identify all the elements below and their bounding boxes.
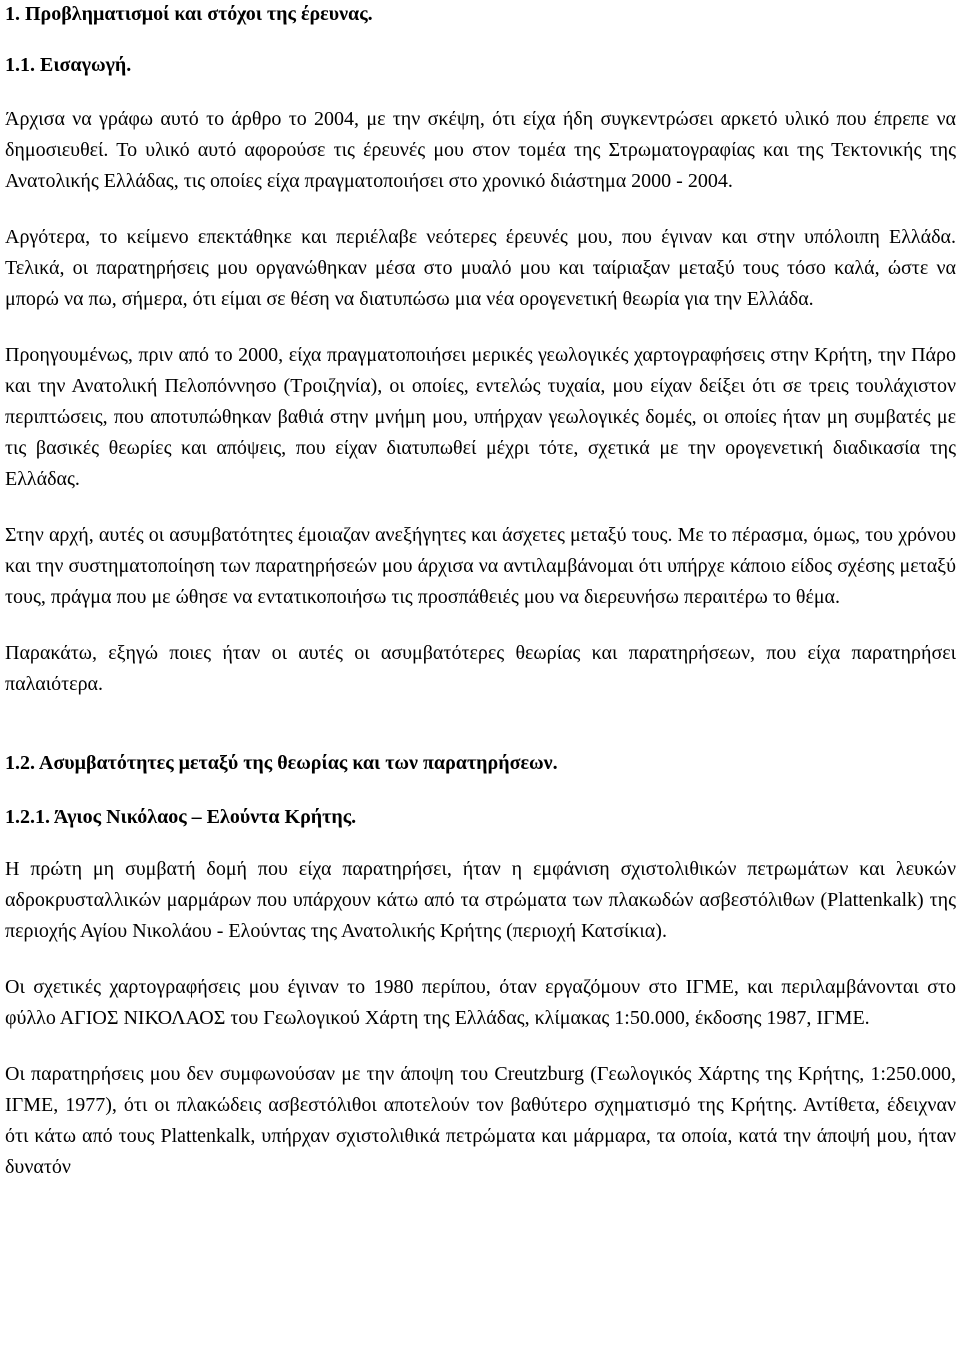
paragraph-intro-5: Παρακάτω, εξηγώ ποιες ήταν οι αυτές οι ασυμβατότερες θεωρίας και παρατηρήσεων, που είχα παρατηρήσει παλαιότερα. (5, 642, 956, 695)
paragraph-crete-3: Οι παρατηρήσεις μου δεν συμφωνούσαν με την άποψη του Creutzburg (Γεωλογικός Χάρτης της Κρήτης, 1:250.000, ΙΓΜΕ, 1977), ότι οι πλακώδεις ασβεστόλιθοι αποτελούν τον βαθύτερο σχηματισμό της Κρήτης. Αντίθετα, έδειχναν ότι κάτω από τους Plattenkalk, υπήρχαν σχιστολιθικά πετρώματα και μάρμαρα, τα οποία, κατά την άποψή μου, ήταν δυνατόν (5, 1063, 956, 1178)
paragraph-crete-2: Οι σχετικές χαρτογραφήσεις μου έγιναν το 1980 περίπου, όταν εργαζόμουν στο ΙΓΜΕ, και περιλαμβάνονται στο φύλλο ΑΓΙΟΣ ΝΙΚΟΛΑΟΣ του Γεωλογικού Χάρτη της Ελλάδας, κλίμακας 1:50.000, έκδοσης 1987, ΙΓΜΕ. (5, 976, 956, 1029)
document-page (5, 0, 956, 1183)
heading-section-1-2: 1.2. Ασυμβατότητες μεταξύ της θεωρίας και των παρατηρήσεων. (5, 752, 558, 774)
paragraph-intro-2: Αργότερα, το κείμενο επεκτάθηκε και περιέλαβε νεότερες έρευνές μου, που έγιναν και στην υπόλοιπη Ελλάδα. Τελικά, οι παρατηρήσεις μου οργανώθηκαν μέσα στο μυαλό μου και ταίριαξαν μεταξύ τους τόσο καλά, ώστε να μπορώ να πω, σήμερα, ότι είμαι σε θέση να διατυπώσω μια νέα ορογενετική θεωρία για την Ελλάδα. (5, 226, 956, 310)
paragraph-intro-1: Άρχισα να γράφω αυτό το άρθρο το 2004, με την σκέψη, ότι είχα ήδη συγκεντρώσει αρκετό υλικό που έπρεπε να δημοσιευθεί. Το υλικό αυτό αφορούσε τις έρευνές μου στον τομέα της Στρωματογραφίας και της Τεκτονικής της Ανατολικής Ελλάδας, τις οποίες είχα πραγματοποιήσει στο χρονικό διάστημα 2000 - 2004. (5, 108, 956, 192)
heading-section-1-1: 1.1. Εισαγωγή. (5, 54, 132, 76)
heading-section-1-2-1: 1.2.1. Άγιος Νικόλαος – Ελούντα Κρήτης. (5, 806, 357, 828)
heading-chapter-1: 1. Προβληματισμοί και στόχοι της έρευνας. (5, 3, 373, 25)
paragraph-intro-4: Στην αρχή, αυτές οι ασυμβατότητες έμοιαζαν ανεξήγητες και άσχετες μεταξύ τους. Με το πέρασμα, όμως, του χρόνου και την συστηματοποίηση των παρατηρήσεών μου άρχισα να αντιλαμβάνομαι ότι υπήρχε κάποιο είδος σχέσης μεταξύ τους, πράγμα που με ώθησε να εντατικοποιήσω τις προσπάθειές μου να διερευνήσω περαιτέρω το θέμα. (5, 524, 956, 608)
paragraph-crete-1: Η πρώτη μη συμβατή δομή που είχα παρατηρήσει, ήταν η εμφάνιση σχιστολιθικών πετρωμάτων και λευκών αδροκρυσταλλικών μαρμάρων που υπάρχουν κάτω από τα στρώματα των πλακωδών ασβεστόλιθων (Plattenkalk) της περιοχής Αγίου Νικολάου - Ελούντας της Ανατολικής Κρήτης (περιοχή Κατσίκια). (5, 858, 956, 942)
paragraph-intro-3: Προηγουμένως, πριν από το 2000, είχα πραγματοποιήσει μερικές γεωλογικές χαρτογραφήσεις στην Κρήτη, την Πάρο και την Ανατολική Πελοπόννησο (Τροιζηνία), οι οποίες, εντελώς τυχαία, μου είχαν δείξει ότι σε τρεις τουλάχιστον περιπτώσεις, που αποτυπώθηκαν βαθιά στην μνήμη μου, υπήρχαν γεωλογικές δομές, οι οποίες ήταν μη συμβατές με τις βασικές θεωρίες και απόψεις, που είχαν διατυπωθεί μέχρι τότε, σχετικά με την ορογενετική διαδικασία της Ελλάδας. (5, 344, 956, 490)
